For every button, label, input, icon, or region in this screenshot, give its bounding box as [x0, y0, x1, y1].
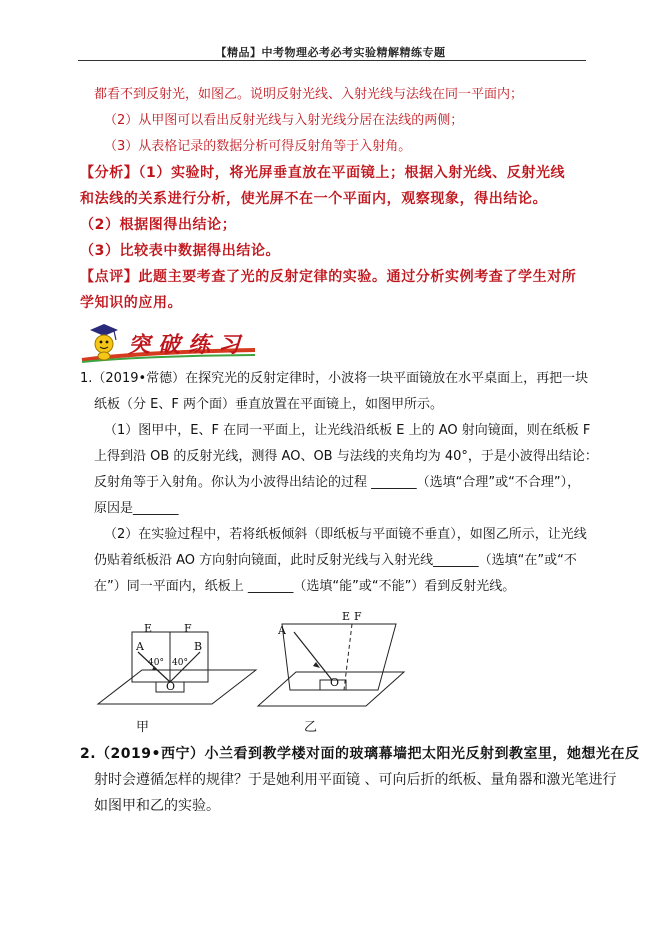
question-2-line-1: 2.（2019•西宁）小兰看到教学楼对面的玻璃幕墙把太阳光反射到教室里，她想光在反 [80, 746, 640, 762]
question-2-line-2: 射时会遵循怎样的规律？于是她利用平面镜 、可向后折的纸板、量角器和激光笔进行 [94, 772, 617, 788]
figure-yi-label-f: F [354, 610, 362, 623]
banner-title: 突破练习 [128, 332, 249, 358]
figure-jia-label-f: F [184, 622, 192, 635]
comment-line-1: 【点评】此题主要考查了光的反射定律的实验。通过分析实例考查了学生对所 [80, 269, 577, 285]
comment-line-2: 学知识的应用。 [80, 295, 183, 311]
answer-line-3: （3）从表格记录的数据分析可得反射角等于入射角。 [104, 139, 412, 154]
figure-yi-caption: 乙 [304, 720, 318, 735]
answer-line-1: 都看不到反射光，如图乙。说明反射光线、入射光线与法线在同一平面内； [94, 87, 524, 102]
practice-banner [80, 322, 260, 366]
question-1-line-3: （1）图甲中，E、F 在同一平面上，让光线沿纸板 E 上的 AO 射向镜面，则在纸板 F [104, 423, 591, 438]
figure-yi-label-o: O [330, 676, 340, 689]
question-1-line-8: 仍贴着纸板沿 AO 方向射向镜面，此时反射光线与入射光线_______（选填“在”或“不 [94, 553, 577, 568]
analysis-line-2: 和法线的关系进行分析，使光屏不在一个平面内，观察现象，得出结论。 [80, 191, 548, 207]
question-1-line-9: 在”）同一平面内，纸板上 _______（选填“能”或“不能”）看到反射光线。 [94, 579, 516, 594]
figure-yi-label-e: E [342, 610, 351, 623]
figure-yi-label-a: A [278, 624, 286, 637]
analysis-line-1: 【分析】（1）实验时，将光屏垂直放在平面镜上；根据入射光线、反射光线 [80, 165, 566, 181]
analysis-line-3: （2）根据图得出结论； [80, 217, 237, 233]
question-1-line-5: 反射角等于入射角。你认为小波得出结论的过程 _______（选填“合理”或“不合理”）， [94, 475, 581, 490]
figure-jia-label-b: B [194, 640, 203, 653]
figure-yi [256, 610, 406, 740]
figure-jia-caption: 甲 [136, 720, 150, 735]
question-1-line-2: 纸板（分 E、F 两个面）垂直放置在平面镜上，如图甲所示。 [94, 397, 443, 412]
question-1-line-4: 上得到沿 OB 的反射光线，测得 AO、OB 与法线的夹角均为 40°，于是小波得出结论： [94, 449, 598, 464]
question-2-line-3: 如图甲和乙的实验。 [94, 798, 220, 814]
answer-line-2: （2）从甲图可以看出反射光线与入射光线分居在法线的两侧； [104, 113, 464, 128]
figure-jia-angle-left: 40° [148, 658, 164, 668]
figure-jia-label-a: A [136, 640, 144, 653]
figure-jia-label-o: O [166, 680, 176, 693]
figure-jia-angle-right: 40° [172, 658, 188, 668]
analysis-line-4: （3）比较表中数据得出结论。 [80, 243, 281, 259]
header-divider [78, 60, 586, 61]
question-1-line-7: （2）在实验过程中，若将纸板倾斜（即纸板与平面镜不垂直），如图乙所示，让光线 [104, 527, 587, 542]
question-1-line-6: 原因是_______ [94, 501, 179, 516]
page-header: 【精品】中考物理必考必考实验精解精练专题 [215, 46, 446, 59]
figure-jia-label-e: E [144, 622, 153, 635]
question-1-line-1: 1.（2019•常德）在探究光的反射定律时，小波将一块平面镜放在水平桌面上，再把一块 [80, 371, 589, 386]
figure-jia [92, 620, 262, 735]
